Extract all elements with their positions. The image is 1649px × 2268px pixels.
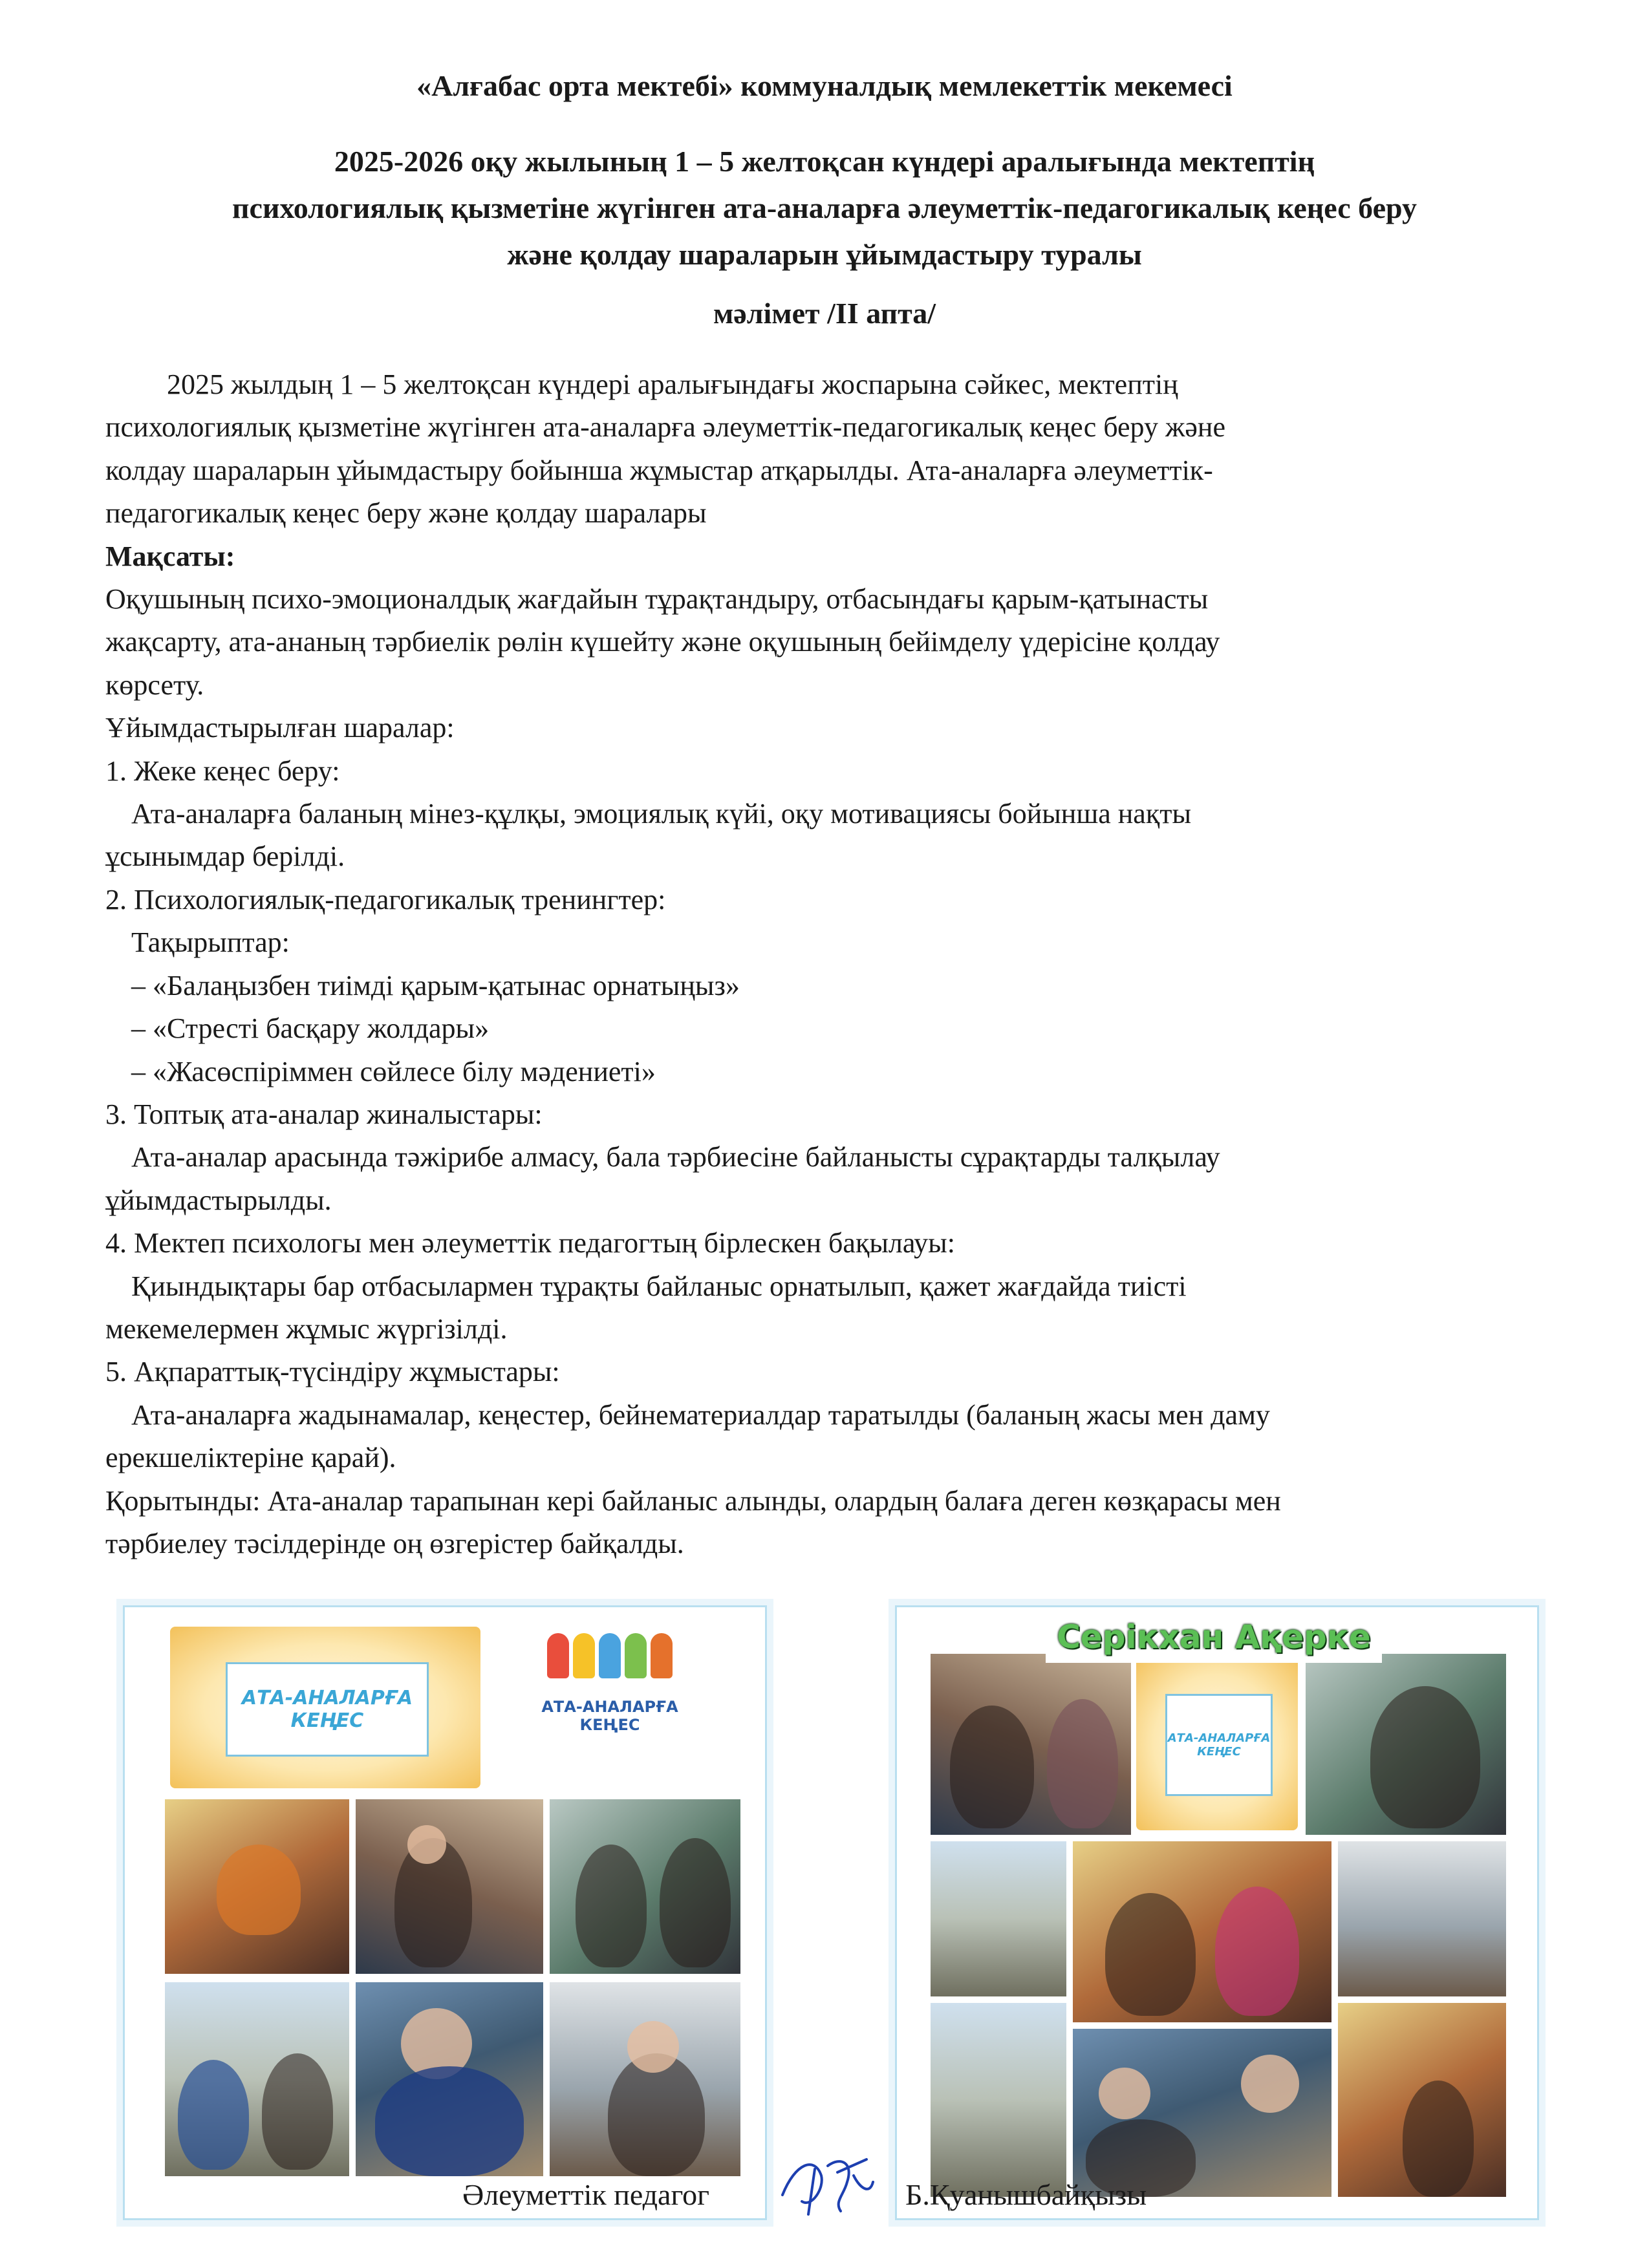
- item-title: 2. Психологиялық-педагогикалық тренингтер:: [105, 883, 666, 915]
- photo: [164, 1798, 350, 1975]
- student-name-label: Серікхан Ақерке: [1046, 1611, 1382, 1663]
- banner-line: АТА-АНАЛАРҒА: [241, 1687, 413, 1709]
- conclusion-line: тәрбиелеу тәсілдерінде оң өзгерістер байқалды.: [105, 1527, 684, 1559]
- photo: [1304, 1653, 1507, 1836]
- banner-line: КЕҢЕС: [1197, 1744, 1241, 1759]
- item-line: ұйымдастырылды.: [105, 1184, 332, 1216]
- photo: [354, 1798, 544, 1975]
- photo: [929, 2002, 1068, 2198]
- intro-line: психологиялық қызметіне жүгінген ата-аналарға әлеуметтік-педагогикалық кеңес беру және: [105, 411, 1225, 444]
- signature-role: Әлеуметтік педагог: [462, 2178, 710, 2211]
- photo: [548, 1981, 742, 2177]
- item-line: ерекшеліктеріне қарай).: [105, 1442, 396, 1474]
- activities-heading: Ұйымдастырылған шаралар:: [105, 712, 455, 744]
- intro-line: 2025 жылдың 1 – 5 желтоқсан күндері аралығындағы жоспарына сәйкес, мектептің: [167, 369, 1178, 400]
- organization-heading: «Алғабас орта мектебі» коммуналдық мемлекеттік мекемесі: [416, 69, 1233, 102]
- item-line: Қиындықтары бар отбасылармен тұрақты байланыс орнатылып, қажет жағдайда тиісті: [131, 1270, 1187, 1302]
- goal-line: жақсарту, ата-ананың тәрбиелік рөлін күшейту және оқушының бейімделу үдерісіне қолдау: [105, 626, 1220, 658]
- photo: [354, 1981, 544, 2177]
- goal-line: көрсету.: [105, 669, 204, 701]
- advice-banner: [1136, 1656, 1298, 1830]
- photo: [1337, 1840, 1507, 1998]
- photo: [164, 1981, 350, 2177]
- goal-heading: Мақсаты:: [105, 540, 235, 572]
- topics-label: Тақырыптар:: [131, 926, 290, 959]
- goal-line: Оқушының психо-эмоционалдық жағдайын тұрақтандыру, отбасындағы қарым-қатынасты: [105, 583, 1209, 615]
- banner-text-box: [226, 1662, 428, 1757]
- photo: [1337, 2002, 1507, 2198]
- advice-banner: [170, 1627, 480, 1788]
- intro-line: педагогикалық кеңес беру және қолдау шаралары: [105, 497, 707, 530]
- item-title: 3. Топтық ата-аналар жиналыстары:: [105, 1098, 543, 1130]
- banner-line: АТА-АНАЛАРҒА: [1167, 1731, 1271, 1745]
- title-line: және қолдау шараларын ұйымдастыру туралы: [507, 238, 1142, 271]
- item-title: 5. Ақпараттық-түсіндіру жұмыстары:: [105, 1356, 560, 1388]
- item-line: Ата-аналарға жадынамалар, кеңестер, бейнематериалдар таратылды (баланың жасы мен даму: [131, 1398, 1270, 1431]
- topic-item: – «Балаңызбен тиімді қарым-қатынас орнатыңыз»: [131, 969, 740, 1001]
- topic-item: – «Стресті басқару жолдары»: [131, 1012, 490, 1045]
- conclusion-line: Қорытынды: Ата-аналар тарапынан кері байланыс алынды, олардың балаға деген көзқарасы мен: [105, 1484, 1281, 1517]
- photo: [1072, 1840, 1333, 2024]
- title-line: психологиялық қызметіне жүгінген ата-аналарға әлеуметтік-педагогикалық кеңес беру: [232, 191, 1417, 224]
- item-title: 1. Жеке кеңес беру:: [105, 754, 340, 787]
- banner-line: КЕҢЕС: [290, 1709, 364, 1732]
- intro-line: колдау шараларын ұйымдастыру бойынша жұмыстар атқарылды. Ата-аналарға әлеуметтік-: [105, 454, 1213, 486]
- signature-name: Б.Қуанышбайқызы: [905, 2178, 1147, 2211]
- photo-collage-right: [895, 1605, 1539, 2220]
- document-title: [103, 138, 1546, 278]
- topic-item: – «Жасөспіріммен сөйлесе білу мәдениеті»: [131, 1055, 656, 1087]
- document-body: [105, 363, 1560, 1565]
- document-subtitle: мәлімет /ІІ апта/: [713, 297, 936, 330]
- family-logo: [519, 1633, 700, 1734]
- family-figures-icon: [519, 1633, 700, 1678]
- item-line: ұсынымдар берілді.: [105, 840, 345, 873]
- item-line: Ата-аналарға баланың мінез-құлқы, эмоциялық күйі, оқу мотивациясы бойынша нақты: [131, 798, 1191, 830]
- banner-text-box: [1165, 1694, 1273, 1795]
- item-line: Ата-аналар арасында тәжірибе алмасу, бала тәрбиесіне байланысты сұрақтарды талқылау: [131, 1141, 1220, 1173]
- photo-collage-left: [123, 1605, 767, 2220]
- photo: [1072, 2027, 1333, 2198]
- photo: [929, 1840, 1068, 1998]
- photo: [548, 1798, 742, 1975]
- logo-line: АТА-АНАЛАРҒА: [541, 1698, 678, 1716]
- title-line: 2025-2026 оқу жылының 1 – 5 желтоқсан күндері аралығында мектептің: [334, 145, 1315, 178]
- item-line: мекемелермен жұмыс жүргізілді.: [105, 1312, 508, 1345]
- logo-line: КЕҢЕС: [579, 1716, 640, 1734]
- photo: [929, 1653, 1132, 1836]
- item-title: 4. Мектеп психологы мен әлеуметтік педагогтың бірлескен бақылауы:: [105, 1227, 955, 1259]
- handwritten-signature: [776, 2150, 879, 2221]
